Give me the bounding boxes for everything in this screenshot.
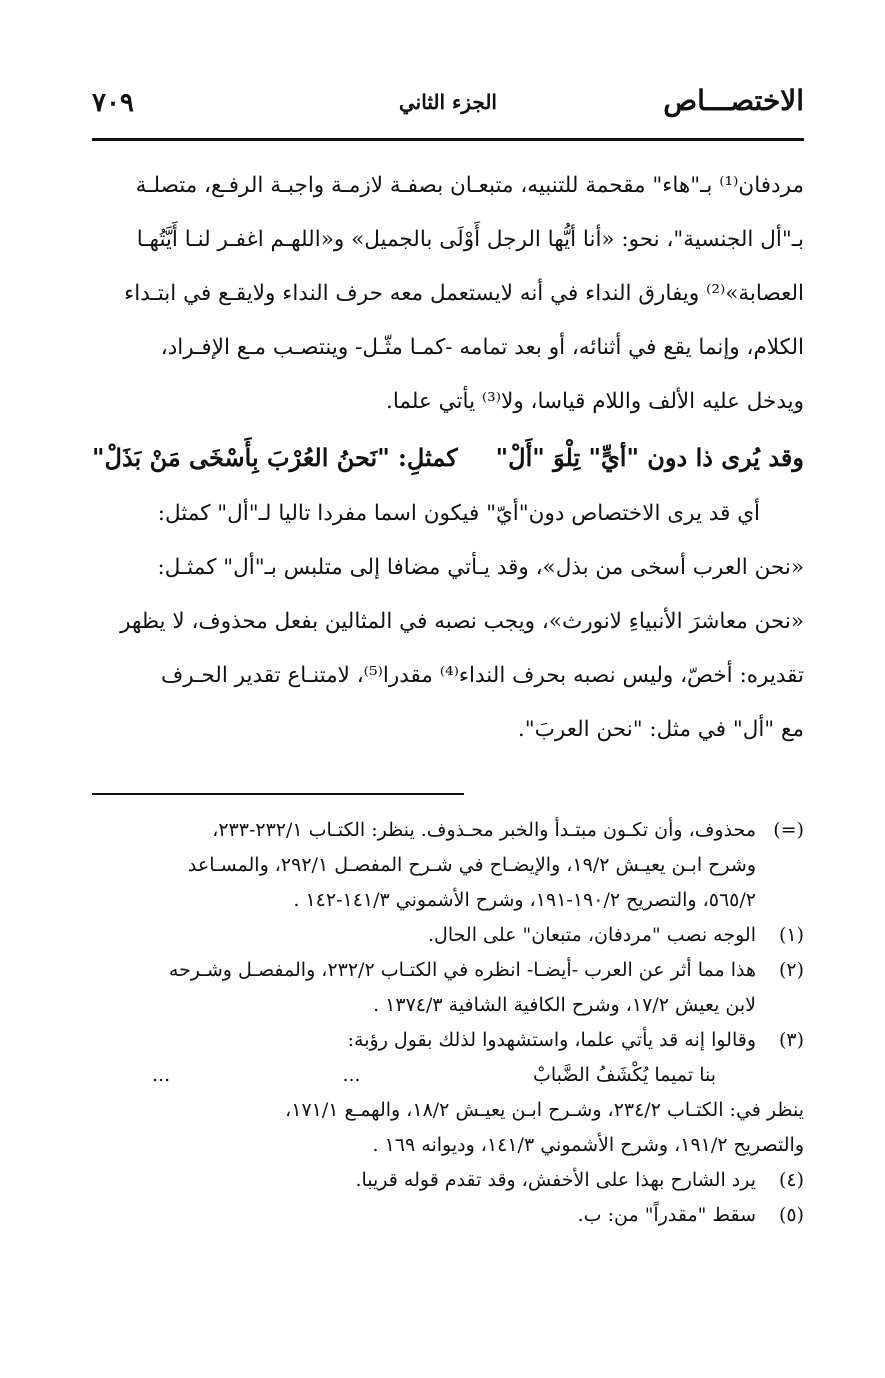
- verse-line: [92, 429, 804, 487]
- footnote-line: الوجه نصب "مردفان، متبعان" على الحال.: [428, 924, 756, 946]
- footnote-text: [92, 918, 756, 953]
- main-text: [92, 159, 804, 757]
- part-title: الجزء الثاني: [399, 90, 497, 114]
- footnote-line: محذوف، وأن تكـون مبتـدأ والخبر محـذوف. ينظر: الكتـاب ٢٣٢/١-٢٣٣،: [212, 819, 756, 841]
- text-line: مردفان⁽¹⁾ بـ"هاء" مقحمة للتنبيه، متبعـان بصفـة لازمـة واجبـة الرفـع، متصلـة: [135, 173, 804, 198]
- footnote-line: والتصريح ١٩١/٢، وشرح الأشموني ١٤١/٣، وديوانه ١٦٩ .: [372, 1134, 804, 1156]
- text-line: مع "أل" في مثل: "نحن العربَ".: [517, 717, 804, 742]
- footnote-number: (٤): [778, 1169, 804, 1191]
- footnote: [92, 918, 804, 953]
- text-line: تقديره: أخصّ، وليس نصبه بحرف النداء⁽⁴⁾ مقدرا⁽⁵⁾، لامتنـاع تقدير الحـرف: [160, 663, 804, 688]
- text-line: «نحن معاشرَ الأنبياءِ لانورث»، ويجب نصبه في المثالين بفعل محذوف، لا يظهر: [120, 609, 804, 634]
- footnote-text: [92, 813, 756, 918]
- footnote-continuation: [92, 1093, 804, 1163]
- page-number: ٧٠٩: [92, 88, 134, 118]
- footnote-line: وشرح ابـن يعيـش ١٩/٢، والإيضـاح في شـرح المفصـل ٢٩٢/١، والمسـاعد: [187, 854, 756, 876]
- text-line: بـ"أل الجنسية"، نحو: «أنا أيُّها الرجل أَوْلَى بالجميل» و«اللهـم اغفـر لنـا أَيَّتُهـا: [136, 227, 804, 252]
- text-line: «نحن العرب أسخى من بذل»، وقد يـأتي مضافا إلى متلبس بـ"أل" كمثـل:: [157, 555, 804, 580]
- footnote: [92, 953, 804, 1023]
- text-line: أي قد يرى الاختصاص دون"أيّ" فيكون اسما مفردا تاليا لـ"أل" كمثل:: [157, 501, 760, 526]
- poem-ellipsis: ...: [152, 1064, 171, 1086]
- footnote-number: (٢): [778, 959, 804, 981]
- poem-line: [92, 1058, 756, 1093]
- poem-hemistich: بنا تميما يُكْشَفُ الضَّبابْ: [532, 1064, 716, 1086]
- book-page: [92, 78, 804, 1233]
- chapter-title: الاختصـــاص: [663, 84, 804, 117]
- header-rule: [92, 138, 804, 141]
- text-line: العصابة»⁽²⁾ ويفارق النداء في أنه لايستعمل معه حرف النداء ولايقـع في ابتـداء: [124, 281, 804, 306]
- footnote: [92, 813, 804, 918]
- text-line: ويدخل عليه الألف واللام قياسا، ولا⁽³⁾ يأتي علما.: [386, 389, 804, 414]
- footnote-text: [92, 1163, 756, 1198]
- footnote-number: (٣): [778, 1029, 804, 1051]
- footnote-number: (=): [773, 819, 804, 841]
- poem-ellipsis: ...: [342, 1064, 361, 1086]
- verse-hemistich-second: كمثلِ: "نَحنُ العُرْبَ بِأَسْخَى مَنْ بَذَلْ": [92, 443, 458, 472]
- footnote-line: يرد الشارح بهذا على الأخفش، وقد تقدم قوله قريبا.: [355, 1169, 756, 1191]
- footnotes: [92, 813, 804, 1233]
- footnote-number: (١): [778, 924, 804, 946]
- footnote-line: وقالوا إنه قد يأتي علما، واستشهدوا لذلك بقول رؤبة:: [347, 1029, 756, 1051]
- footnote: [92, 1163, 804, 1198]
- footnote-text: [92, 953, 756, 1023]
- page-header: [92, 78, 804, 130]
- verse-hemistich-first: وقد يُرى ذا دون "أيٍّ" تِلْوَ "أَلْ": [495, 443, 804, 472]
- footnote-number: (٥): [778, 1204, 804, 1226]
- footnote-separator: [92, 793, 464, 795]
- footnote: [92, 1023, 804, 1093]
- footnote-line: هذا مما أثر عن العرب -أيضـا- انظره في الكتـاب ٢٣٢/٢، والمفصـل وشـرحه: [168, 959, 756, 981]
- footnote-line: ينظر في: الكتـاب ٢٣٤/٢، وشـرح ابـن يعيـش ١٨/٢، والهمـع ١٧١/١،: [285, 1099, 804, 1121]
- footnote-text: [92, 1023, 756, 1093]
- footnote: [92, 1198, 804, 1233]
- footnote-text: [92, 1198, 756, 1233]
- footnote-line: سقط "مقدراً" من: ب.: [577, 1204, 756, 1226]
- footnote-text: [92, 1093, 804, 1163]
- text-line: الكلام، وإنما يقع في أثنائه، أو بعد تمامه -كمـا مثّـل- وينتصـب مـع الإفـراد،: [160, 335, 804, 360]
- footnote-line: ٥٦٥/٢، والتصريح ١٩٠/٢-١٩١، وشرح الأشموني ١٤١/٣-١٤٢ .: [293, 889, 756, 911]
- footnote-line: لابن يعيش ١٧/٢، وشرح الكافية الشافية ١٣٧٤/٣ .: [373, 994, 756, 1016]
- footnote-separator-wrap: [92, 757, 804, 813]
